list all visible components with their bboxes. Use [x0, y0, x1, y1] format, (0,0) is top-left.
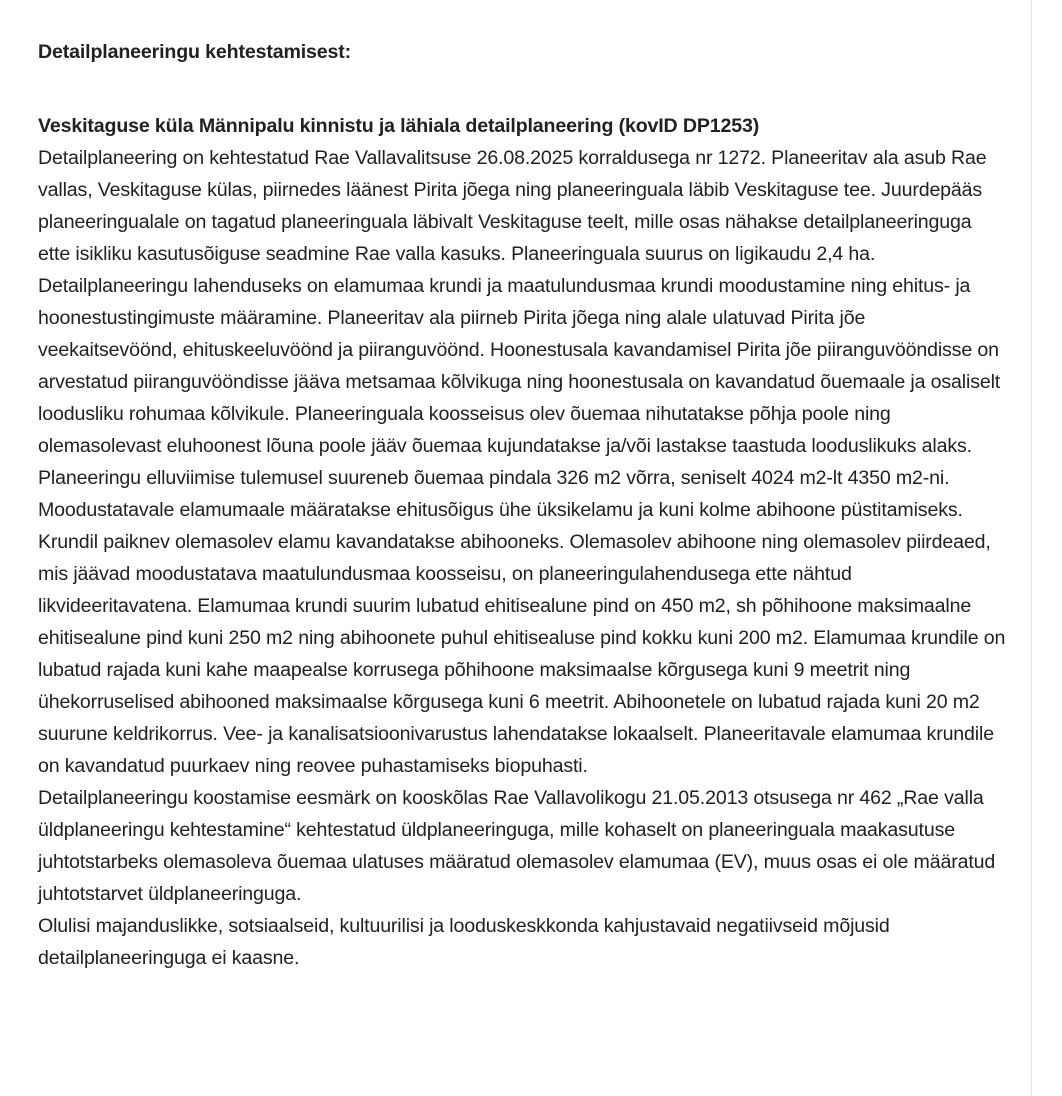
paragraph-impacts: Olulisi majanduslikke, sotsiaalseid, kultuurilisi ja looduskeskkonda kahjustavaid negatiivseid mõjusid detailplaneeringuga ei kaasne.: [38, 915, 890, 969]
paragraph-adoption: Detailplaneering on kehtestatud Rae Vallavalitsuse 26.08.2025 korraldusega nr 1272. Planeeritav ala asub Rae vallas, Veskitaguse külas, piirnedes läänest Pirita jõega ning planeeringuala läbib Veskitaguse tee. Juurdepääs planeeringualale on tagatud planeeringuala läbivalt Veskitaguse teelt, mille osas nähakse detailplaneeringuga ette isikliku kasutusõiguse seadmine Rae valla kasuks. Planeeringuala suurus on ligikaudu 2,4 ha.: [38, 147, 987, 265]
plan-title: Veskitaguse küla Männipalu kinnistu ja lähiala detailplaneering (kovID DP1253): [38, 115, 760, 137]
paragraph-compliance: Detailplaneeringu koostamise eesmärk on kooskõlas Rae Vallavolikogu 21.05.2013 otsusega nr 462 „Rae valla üldplaneeringu kehtestamine“ kehtestatud üldplaneeringuga, mille kohaselt on planeeringuala maakasutuse juhtotstarbeks olemasoleva õuemaa ulatuses määratud olemasolev elamumaa (EV), muus osas ei ole määratud juhtotstarvet üldplaneeringuga.: [38, 787, 996, 905]
spacer: [38, 68, 1008, 110]
paragraph-solution: Detailplaneeringu lahenduseks on elamumaa krundi ja maatulundusmaa krundi moodustamine ning ehitus- ja hoonestustingimuste määramine. Planeeritav ala piirneb Pirita jõega ning alale ulatuvad Pirita jõe veekaitsevöönd, ehituskeeluvöönd ja piiranguvöönd. Hoonestusala kavandamisel Pirita jõe piiranguvööndisse on arvestatud piiranguvööndisse jääva metsamaa kõlvikuga ning hoonestusala on kavandatud õuemaale ja osaliselt loodusliku rohumaa kõlvikule. Planeeringuala koosseisus olev õuemaa nihutatakse põhja poole ning olemasolevast eluhoonest lõuna poole jääv õuemaa kujundatakse ja/või lastakse taastuda looduslikuks alaks. Planeeringu elluviimise tulemusel suureneb õuemaa pindala 326 m2 võrra, seniselt 4024 m2-lt 4350 m2-ni. Moodustatavale elamumaale määratakse ehitusõigus ühe üksikelamu ja kuni kolme abihoone püstitamiseks. Krundil paiknev olemasolev elamu kavandatakse abihooneks. Olemasolev abihoone ning olemasolev piirdeaed, mis jäävad moodustatava maatulundusmaa koosseisu, on planeeringulahendusega ette nähtud likvideeritavatena. Elamumaa krundi suurim lubatud ehitisealune pind on 450 m2, sh põhihoone maksimaalne ehitisealune pind kuni 250 m2 ning abihoonete puhul ehitisealuse pind kokku kuni 200 m2. Elamumaa krundile on lubatud rajada kuni kahe maapealse korrusega põhihoone maksimaalse kõrgusega kuni 9 meetrit ning ühekorruselised abihooned maksimaalse kõrgusega kuni 6 meetrit. Abihoonetele on lubatud rajada kuni 20 m2 suurune keldrikorrus. Vee- ja kanalisatsioonivarustus lahendatakse lokaalselt. Planeeritavale elamumaa krundile on kavandatud puurkaev ning reovee puhastamiseks biopuhasti.: [38, 275, 1006, 777]
section-heading: Detailplaneeringu kehtestamisest:: [38, 41, 352, 63]
document-body: [38, 36, 1008, 974]
vertical-divider: [1031, 0, 1032, 1096]
